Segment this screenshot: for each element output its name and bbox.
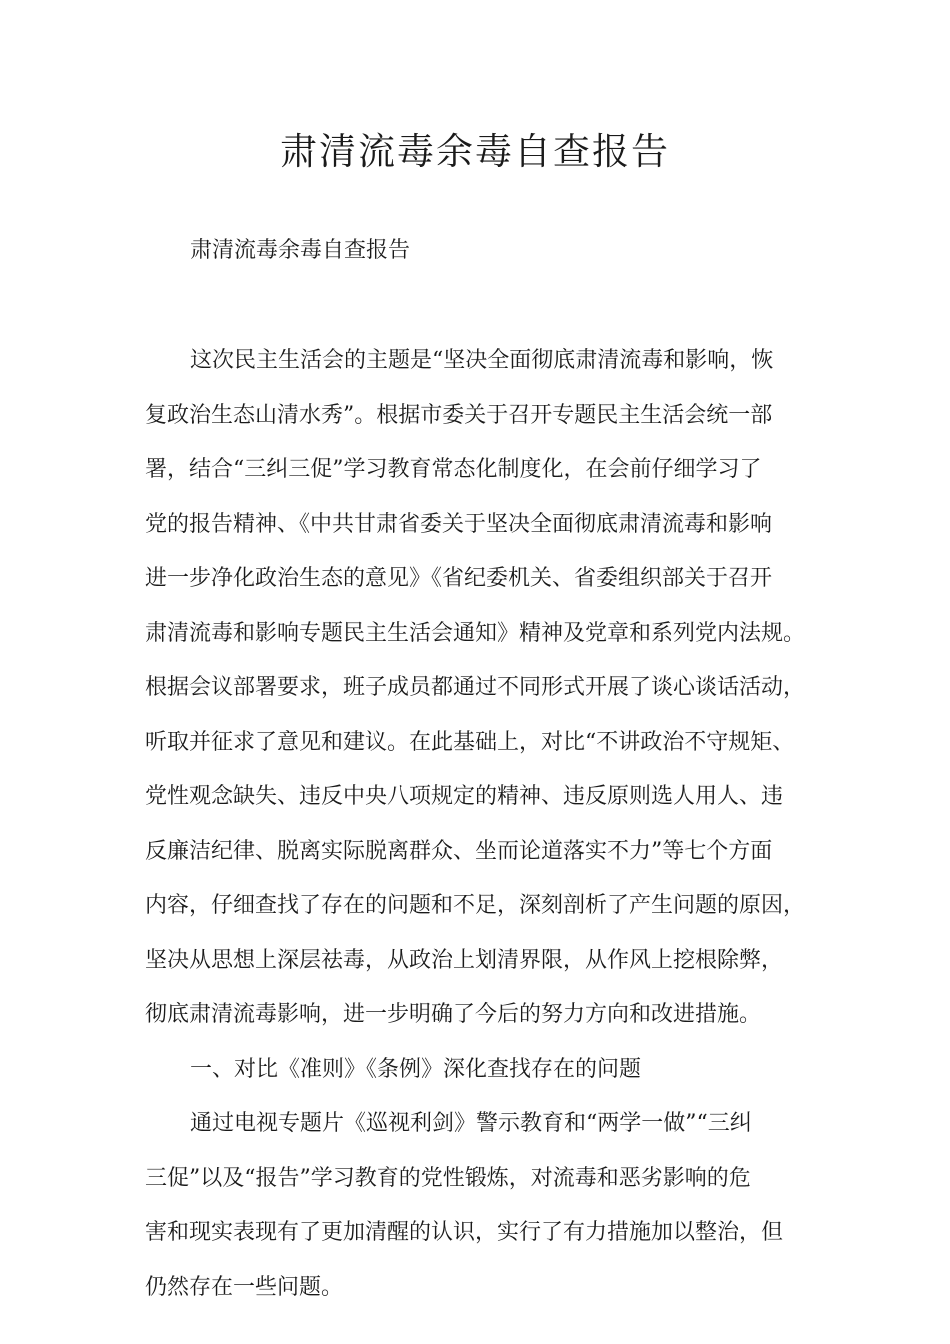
section-heading: 一、对比《准则》《条例》深化查找存在的问题: [190, 1056, 642, 1082]
text-line: 根据会议部署要求，班子成员都通过不同形式开展了谈心谈话活动，: [145, 675, 806, 700]
text-line: 署，结合“三纠三促”学习教育常态化制度化，在会前仔细学习了: [145, 457, 762, 482]
document-subtitle: 肃清流毒余毒自查报告: [190, 238, 411, 263]
text-line: 复政治生态山清水秀”。根据市委关于召开专题民主生活会统一部: [145, 402, 773, 428]
text-line: 这次民主生活会的主题是“坚决全面彻底肃清流毒和影响，恢: [190, 348, 774, 373]
text-line: 党性观念缺失、违反中央八项规定的精神、违反原则选人用人、违: [145, 784, 784, 809]
text-line: 党的报告精神、《中共甘肃省委关于坚决全面彻底肃清流毒和影响: [145, 511, 773, 537]
text-line: 通过电视专题片《巡视利剑》警示教育和“两学一做”“三纠: [190, 1111, 752, 1136]
paragraph-intro: [145, 334, 835, 1043]
text-line: 听取并征求了意见和建议。在此基础上，对比“不讲政治不守规矩、: [145, 729, 795, 755]
text-line: 坚决从思想上深层祛毒，从政治上划清界限，从作风上挖根除弊，: [145, 947, 784, 973]
text-line: 进一步净化政治生态的意见》《省纪委机关、省委组织部关于召开: [145, 566, 773, 591]
text-line: 害和现实表现有了更加清醒的认识，实行了有力措施加以整治，但: [145, 1220, 784, 1245]
text-line: 肃清流毒和影响专题民主生活会通知》精神及党章和系列党内法规。: [145, 620, 806, 646]
text-line: 彻底肃清流毒影响，进一步明确了今后的努力方向和改进措施。: [145, 1002, 762, 1027]
paragraph-section-one: [145, 1097, 835, 1315]
document-body: [145, 334, 835, 1315]
text-line: 内容，仔细查找了存在的问题和不足，深刻剖析了产生问题的原因，: [145, 893, 806, 918]
text-line: 三促”以及“报告”学习教育的党性锻炼，对流毒和恶劣影响的危: [145, 1165, 751, 1191]
document-title: 肃清流毒余毒自查报告: [280, 130, 670, 173]
text-line: 仍然存在一些问题。: [145, 1274, 344, 1300]
text-line: 反廉洁纪律、脱离实际脱离群众、坐而论道落实不力”等七个方面: [145, 838, 773, 864]
